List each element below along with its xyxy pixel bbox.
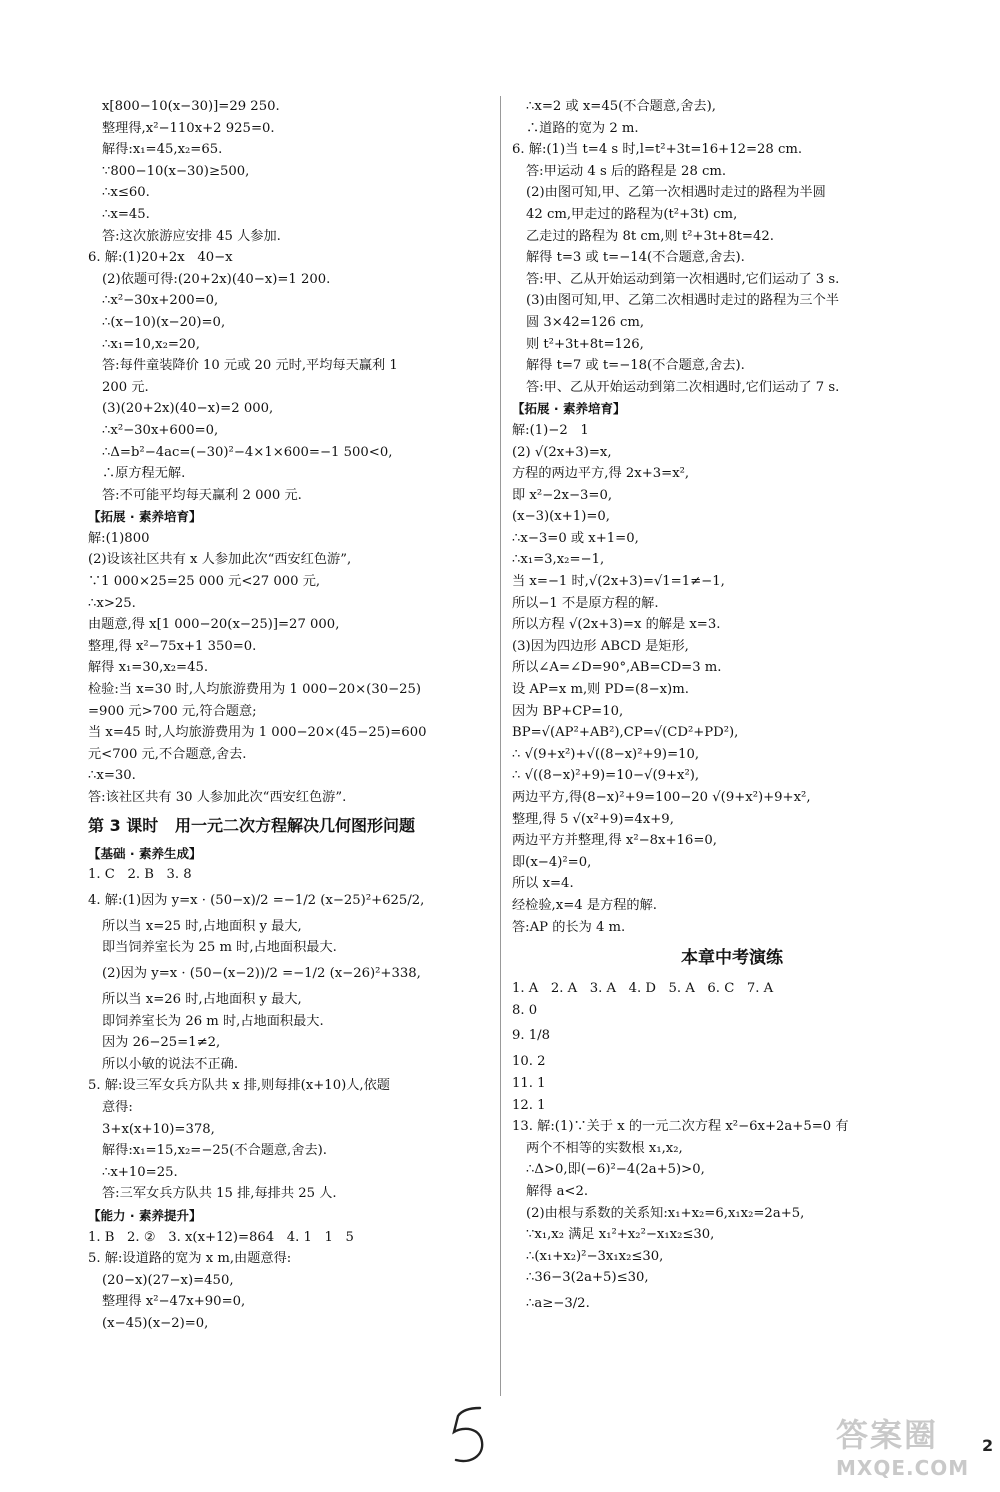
right-line: 整理,得 5 √(x²+9)=4x+9, — [512, 811, 674, 827]
right-line: 当 x=−1 时,√(2x+3)=√1=1≠−1, — [512, 574, 725, 590]
right-line: 两个不相等的实数根 x₁,x₂, — [526, 1140, 683, 1156]
right-column — [512, 96, 952, 1319]
left-line: 因为 26−25=1≠2, — [102, 1035, 221, 1051]
right-line: ∴x−3=0 或 x+1=0, — [512, 530, 639, 546]
left-line: 整理得,x²−110x+2 925=0. — [102, 120, 275, 136]
left-line: 即饲养室长为 26 m 时,占地面积最大. — [102, 1013, 324, 1029]
left-line: 3+x(x+10)=378, — [102, 1121, 215, 1137]
left-line: 即当饲养室长为 25 m 时,占地面积最大. — [102, 940, 337, 956]
right-line: ∴ √((8−x)²+9)=10−√(9+x²), — [512, 768, 700, 784]
left-line: ∴x≤60. — [102, 185, 150, 201]
left-line: ∴Δ=b²−4ac=(−30)²−4×1×600=−1 500<0, — [102, 444, 393, 460]
left-line: 当 x=45 时,人均旅游费用为 1 000−20×(45−25)=600 — [88, 725, 427, 741]
right-line: ∴道路的宽为 2 m. — [526, 120, 639, 136]
right-line: ∴x=2 或 x=45(不合题意,舍去), — [526, 99, 716, 114]
right-line: 因为 BP+CP=10, — [512, 703, 624, 719]
left-line: 6. 解:(1)20+2x 40−x — [88, 250, 233, 266]
left-line: 答:三军女兵方队共 15 排,每排共 25 人. — [102, 1186, 337, 1202]
left-line: ∴x²−30x+600=0, — [102, 422, 219, 438]
right-line: 即 x²−2x−3=0, — [512, 487, 613, 503]
left-line: 所以当 x=25 时,占地面积 y 最大, — [102, 918, 302, 934]
left-line: 所以当 x=26 时,占地面积 y 最大, — [102, 991, 302, 1007]
right-line: 解得 t=3 或 t=−14(不合题意,舍去). — [526, 250, 745, 266]
left-line: ∴x₁=10,x₂=20, — [102, 336, 200, 352]
right-line: ∴a≥−3/2. — [526, 1295, 590, 1311]
left-line: ∵800−10(x−30)≥500, — [102, 163, 250, 179]
right-line: ∴36−3(2a+5)≤30, — [526, 1270, 649, 1286]
right-line: 答:甲、乙从开始运动到第二次相遇时,它们运动了 7 s. — [526, 379, 840, 395]
right-line: ∴x₁=3,x₂=−1, — [512, 552, 605, 568]
left-line: 5. 解:设道路的宽为 x m,由题意得: — [88, 1251, 292, 1267]
right-line: 圆 3×42=126 cm, — [526, 314, 645, 330]
watermark-line2: MXQE.COM — [836, 1456, 970, 1480]
left-line: 整理,得 x²−75x+1 350=0. — [88, 638, 257, 654]
left-line: 答:不可能平均每天赢利 2 000 元. — [102, 487, 302, 503]
right-line: 答:甲运动 4 s 后的路程是 28 cm. — [526, 163, 727, 179]
right-line: 则 t²+3t+8t=126, — [526, 336, 644, 352]
left-line: 由题意,得 x[1 000−20(x−25)]=27 000, — [88, 617, 340, 633]
right-line: 解得 a<2. — [526, 1183, 589, 1199]
left-line: ∴x²−30x+200=0, — [102, 293, 219, 309]
column-divider — [500, 96, 501, 1396]
right-line: 解得 t=7 或 t=−18(不合题意,舍去). — [526, 358, 745, 374]
left-line: (2)依题可得:(20+2x)(40−x)=1 200. — [102, 271, 331, 287]
left-line: 4. 解:(1)因为 y=x · (50−x)/2 =−1/2 (x−25)²+625/2, — [88, 892, 425, 908]
right-line: ∵x₁,x₂ 满足 x₁²+x₂²−x₁x₂≤30, — [526, 1227, 715, 1243]
left-line: ∴原方程无解. — [102, 466, 186, 482]
left-line: 200 元. — [102, 379, 149, 395]
right-line: ∴ √(9+x²)+√((8−x)²+9)=10, — [512, 746, 700, 762]
right-line: 6. 解:(1)当 t=4 s 时,l=t²+3t=16+12=28 cm. — [512, 142, 803, 158]
right-line: 【拓展 · 素养培育】 — [512, 401, 626, 417]
right-line: (2) √(2x+3)=x, — [512, 444, 612, 460]
handwritten-mark — [440, 1402, 500, 1472]
right-line: (2)由根与系数的关系知:x₁+x₂=6,x₁x₂=2a+5, — [526, 1205, 805, 1221]
right-line: 答:AP 的长为 4 m. — [512, 919, 626, 935]
left-line: 1. C 2. B 3. 8 — [88, 867, 192, 883]
left-line: 答:每件童装降价 10 元或 20 元时,平均每天赢利 1 — [102, 358, 398, 374]
right-line: (3)因为四边形 ABCD 是矩形, — [512, 638, 689, 654]
right-line: 即(x−4)²=0, — [512, 854, 592, 870]
left-line: 意得: — [102, 1099, 133, 1115]
right-line: 10. 2 — [512, 1054, 546, 1070]
right-line: 设 AP=x m,则 PD=(8−x)m. — [512, 682, 689, 698]
left-line: 解得:x₁=15,x₂=−25(不合题意,舍去). — [102, 1143, 327, 1159]
right-line: (x−3)(x+1)=0, — [512, 509, 610, 525]
right-line: 11. 1 — [512, 1075, 546, 1091]
right-line: 答:甲、乙从开始运动到第一次相遇时,它们运动了 3 s. — [526, 271, 840, 287]
left-line: 【能力 · 素养提升】 — [88, 1207, 202, 1223]
right-line: 12. 1 — [512, 1097, 546, 1113]
left-line: (20−x)(27−x)=450, — [102, 1272, 234, 1288]
left-line: =900 元>700 元,符合题意; — [88, 703, 257, 719]
right-line: ∴(x₁+x₂)²−3x₁x₂≤30, — [526, 1248, 664, 1264]
right-line: 42 cm,甲走过的路程为(t²+3t) cm, — [526, 206, 738, 222]
right-line: BP=√(AP²+AB²),CP=√(CD²+PD²), — [512, 725, 739, 741]
right-line: 8. 0 — [512, 1002, 538, 1018]
left-line: 答:该社区共有 30 人参加此次“西安红色游”. — [88, 790, 347, 805]
left-line: ∴x>25. — [88, 595, 136, 611]
left-line: 第 3 课时 用一元二次方程解决几何图形问题 — [88, 815, 415, 835]
right-line: 所以−1 不是原方程的解. — [512, 595, 659, 611]
right-line: 解:(1)−2 1 — [512, 422, 589, 438]
left-line: (2)因为 y=x · (50−(x−2))/2 =−1/2 (x−26)²+338, — [102, 965, 421, 981]
left-line: 解得:x₁=45,x₂=65. — [102, 142, 223, 158]
left-line: ∴x=30. — [88, 768, 136, 784]
left-line: 所以小敏的说法不正确. — [102, 1056, 239, 1072]
left-line: ∴(x−10)(x−20)=0, — [102, 314, 226, 330]
left-line: (3)(20+2x)(40−x)=2 000, — [102, 401, 274, 417]
right-line: 所以∠A=∠D=90°,AB=CD=3 m. — [512, 660, 722, 676]
right-line: (2)由图可知,甲、乙第一次相遇时走过的路程为半圆 — [526, 185, 826, 201]
right-line: 本章中考演练 — [681, 948, 783, 969]
left-line: 元<700 元,不合题意,舍去. — [88, 746, 247, 762]
left-line: 1. B 2. ② 3. x(x+12)=864 4. 1 1 5 — [88, 1229, 354, 1245]
left-line: 检验:当 x=30 时,人均旅游费用为 1 000−20×(30−25) — [88, 682, 422, 698]
right-line: 13. 解:(1)∵关于 x 的一元二次方程 x²−6x+2a+5=0 有 — [512, 1119, 849, 1135]
left-line: 解:(1)800 — [88, 530, 150, 546]
page-number: 2 — [982, 1436, 994, 1455]
right-line: 乙走过的路程为 8t cm,则 t²+3t+8t=42. — [526, 228, 774, 244]
left-line: 5. 解:设三军女兵方队共 x 排,则每排(x+10)人,依题 — [88, 1078, 390, 1094]
left-line: 【基础 · 素养生成】 — [88, 845, 202, 861]
left-line: 解得 x₁=30,x₂=45. — [88, 660, 209, 676]
left-line: 【拓展 · 素养培育】 — [88, 509, 202, 525]
right-line: 两边平方并整理,得 x²−8x+16=0, — [512, 833, 717, 849]
left-line: (2)设该社区共有 x 人参加此次“西安红色游”, — [88, 552, 352, 568]
left-column — [88, 96, 508, 1334]
right-line: 方程的两边平方,得 2x+3=x², — [512, 466, 690, 482]
left-line: 答:这次旅游应安排 45 人参加. — [102, 228, 281, 244]
left-line: 整理得 x²−47x+90=0, — [102, 1294, 246, 1310]
right-line: 经检验,x=4 是方程的解. — [512, 897, 657, 913]
right-line: 所以方程 √(2x+3)=x 的解是 x=3. — [512, 617, 721, 633]
right-line: 所以 x=4. — [512, 876, 574, 892]
watermark-line1: 答案圈 — [836, 1416, 939, 1454]
left-line: (x−45)(x−2)=0, — [102, 1315, 209, 1331]
right-line: 9. 1/8 — [512, 1028, 550, 1044]
left-line: ∵1 000×25=25 000 元<27 000 元, — [88, 574, 321, 590]
left-line: ∴x=45. — [102, 206, 150, 222]
right-line: 两边平方,得(8−x)²+9=100−20 √(9+x²)+9+x², — [512, 790, 811, 805]
right-line: ∴Δ>0,即(−6)²−4(2a+5)>0, — [526, 1162, 705, 1178]
left-line: x[800−10(x−30)]=29 250. — [102, 99, 280, 114]
right-line: (3)由图可知,甲、乙第二次相遇时走过的路程为三个半 — [526, 293, 839, 309]
watermark — [836, 1410, 1000, 1492]
right-line: 1. A 2. A 3. A 4. D 5. A 6. C 7. A — [512, 981, 774, 997]
left-line: ∴x+10=25. — [102, 1164, 178, 1180]
